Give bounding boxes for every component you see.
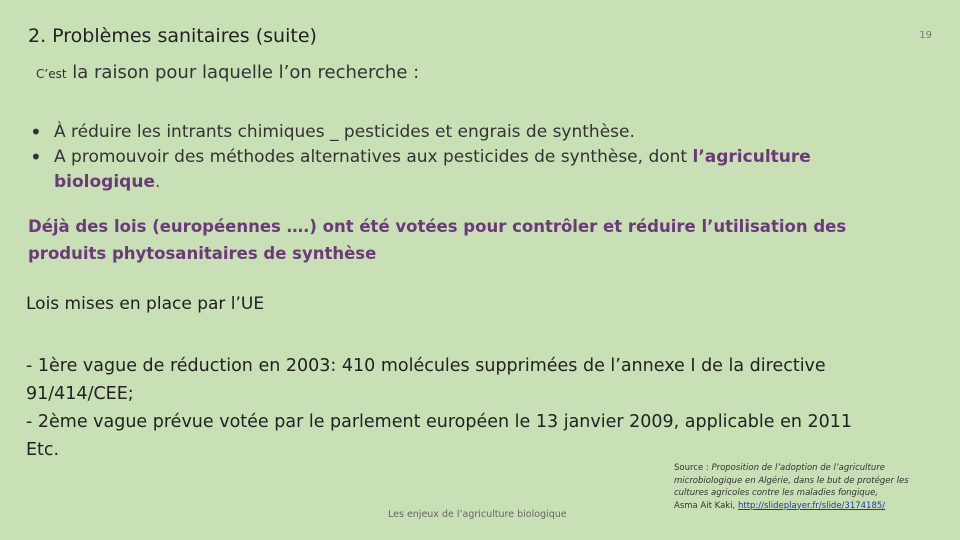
intro-line (36, 62, 419, 83)
eu-laws-list (26, 352, 926, 464)
goal-item (30, 120, 910, 145)
intro-small-text: C’est (36, 67, 67, 81)
laws-statement: Déjà des lois (européennes ….) ont été votées pour contrôler et réduire l’utilisation des produits phytosanitaires de synthèse (28, 217, 847, 263)
source-prefix: Source : (674, 463, 712, 473)
slide-title: 2. Problèmes sanitaires (suite) (28, 25, 317, 47)
slide-footer: Les enjeux de l’agriculture biologique (388, 509, 567, 520)
intro-text: la raison pour laquelle l’on recherche : (66, 62, 420, 83)
goal-text: À réduire les intrants chimiques _ pesticides et engrais de synthèse. (54, 122, 635, 142)
page-number: 19 (919, 30, 932, 41)
goal-punctuation: . (154, 172, 161, 192)
eu-law-item: Etc. (26, 440, 60, 460)
source-citation (674, 462, 944, 512)
eu-laws-heading: Lois mises en place par l’UE (26, 294, 265, 314)
goals-list (30, 120, 910, 195)
goal-text: A promouvoir des méthodes alternatives aux pesticides de synthèse, dont (54, 147, 693, 167)
eu-law-item: - 2ème vague prévue votée par le parlement européen le 13 janvier 2009, applicable en 2011 (26, 412, 853, 432)
eu-law-item: - 1ère vague de réduction en 2003: 410 molécules supprimées de l’annexe I de la directive 91/414/CEE; (26, 356, 826, 404)
source-text: Proposition de l’adoption de l’agriculture microbiologique en Algérie, dans le but de protéger les cultures agricoles contre les maladies fongique, (674, 463, 909, 498)
goal-emphasis: l’agriculture biologique (54, 147, 811, 192)
source-link[interactable]: http://slideplayer.fr/slide/3174185/ (737, 500, 886, 511)
goal-item (30, 145, 910, 195)
source-author: Asma Ait Kaki, (674, 500, 738, 511)
